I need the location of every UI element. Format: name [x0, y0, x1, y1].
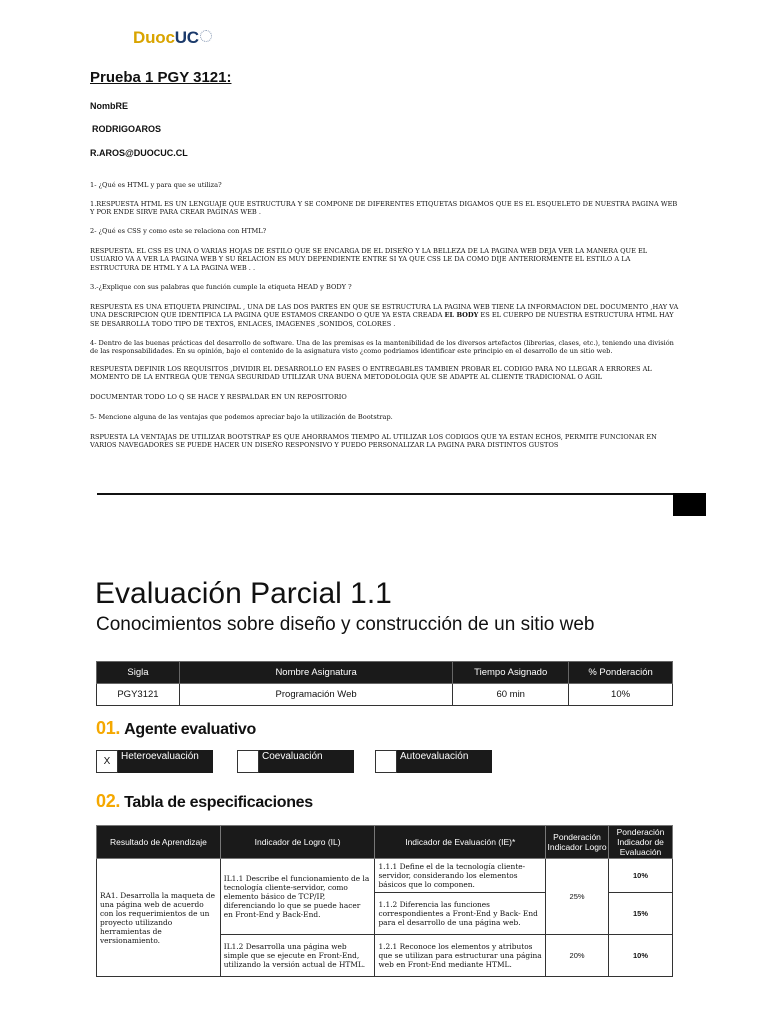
- header-asignatura: Nombre Asignatura: [179, 662, 452, 684]
- pond-ie121-cell: 10%: [609, 935, 673, 977]
- value-asignatura: Programación Web: [179, 684, 452, 706]
- student-email: R.AROS@DUOCUC.CL: [90, 148, 188, 158]
- course-info-table: [96, 661, 673, 706]
- logo-emblem-icon: [200, 30, 212, 42]
- header-ponderacion-evaluacion: Ponderación Indicador de Evaluación: [609, 826, 673, 859]
- question-4: 4- Dentro de las buenas prácticas del desarrollo de software. Una de las premisas es la mantenibilidad de los diversos artefactos (librerias, clases, etc.), teniendo una división de las responsabilidades. En su opinión, bajo el contenido de la asignatura visto ¿como podriamos identificar este principio en el desarrollo de un sitio web.: [90, 339, 674, 356]
- header-sigla: Sigla: [97, 662, 180, 684]
- agent-label: Autoevaluación: [397, 750, 492, 773]
- agent-checkbox[interactable]: X: [96, 750, 118, 773]
- question-5: 5- Mencione alguna de las ventajas que podemos apreciar bajo la utilización de Bootstrap.: [90, 413, 393, 421]
- header-ponderacion-logro: Ponderación Indicador Logro: [546, 826, 609, 859]
- evaluation-subtitle: Conocimientos sobre diseño y construcción de un sitio web: [96, 614, 595, 635]
- answer-4-extra: DOCUMENTAR TODO LO Q SE HACE Y RESPALDAR EN UN REPOSITORIO: [90, 393, 347, 401]
- specification-table: [96, 825, 673, 977]
- evaluation-title: Evaluación Parcial 1.1: [95, 577, 392, 610]
- value-ponderacion: 10%: [569, 684, 673, 706]
- ie112-cell: 1.1.2 Diferencia las funciones correspondientes a Front-End y Back- End para el desarrollo de una página web.: [375, 893, 546, 935]
- header-resultado: Resultado de Aprendizaje: [97, 826, 221, 859]
- value-sigla: PGY3121: [97, 684, 180, 706]
- ra1-cell: RA1. Desarrolla la maqueta de una página web de acuerdo con los requerimientos de un proyecto utilizando herramientas de versionamiento.: [97, 859, 221, 977]
- value-tiempo: 60 min: [453, 684, 569, 706]
- question-3: 3.-¿Explique con sus palabras que función cumple la etiqueta HEAD y BODY ?: [90, 283, 352, 291]
- answer-3: RESPUESTA ES UNA ETIQUETA PRINCIPAL , UNA DE LAS DOS PARTES EN QUE SE ESTRUCTURA LA PAGINA WEB TIENE LA INFORMACION DEL DOCUMENTO ,HAY VA UNA DESCRIPCION QUE IDENTIFICA LA PAGINA QUE ESTAMOS CREANDO O QUE YA ESTA CREADA EL BODY ES EL CUERPO DE NUESTRA ESTRUCTURA HTML HAY SE DESARROLLA TODO TIPO DE TEXTOS, ENLACES, IMAGENES ,SONIDOS, COLORES .: [90, 303, 679, 328]
- student-name: RODRIGOAROS: [92, 124, 162, 134]
- section-tabla-especificaciones: 02. Tabla de especificaciones: [96, 791, 313, 811]
- agent-autoevaluacion[interactable]: [375, 750, 492, 773]
- agent-label: Coevaluación: [259, 750, 354, 773]
- ie121-cell: 1.2.1 Reconoce los elementos y atributos que se utilizan para estructurar una página web en Front-End mediante HTML.: [375, 935, 546, 977]
- agent-heteroevaluacion[interactable]: [96, 750, 213, 773]
- answer-1: 1.RESPUESTA HTML ES UN LENGUAJE QUE ESTRUCTURA Y SE COMPONE DE DIFERENTES ETIQUETAS DIGAMOS QUE ES EL ESQUELETO DE NUESTRA PAGINA WEB Y POR ENDE SIRVE PARA CREAR PAGINAS WEB .: [90, 200, 678, 217]
- duocuc-logo: DuocUC: [133, 28, 212, 48]
- black-block: [673, 493, 706, 516]
- body-keyword: EL BODY: [444, 311, 479, 320]
- il11-cell: IL1.1 Describe el funcionamiento de la tecnología cliente-servidor, como elemento básico de TCP/IP, diferenciando lo que se puede hacer en Front-End y Back-End.: [220, 859, 375, 935]
- header-indicador-evaluacion: Indicador de Evaluación (IE)*: [375, 826, 546, 859]
- pond-il11-cell: 25%: [546, 859, 609, 935]
- ie111-cell: 1.1.1 Define el de la tecnología cliente-servidor, considerando los elementos básicos que lo componen.: [375, 859, 546, 893]
- agent-checkbox[interactable]: [375, 750, 397, 773]
- il12-cell: IL1.2 Desarrolla una página web simple que se ejecute en Front-End, utilizando la versión actual de HTML.: [220, 935, 375, 977]
- answer-5: RSPUESTA LA VENTAJAS DE UTILIZAR BOOTSTRAP ES QUE AHORRAMOS TIEMPO AL UTILIZAR LOS CODIGOS QUE YA ESTAN ECHOS, PERMITE FUNCIONAR EN VARIOS NAVEGADORES SE PUEDE HACER UN DISEÑO RESPONSIVO Y PUEDO PERSONALIZAR LA PAGINA PARA DISTINTOS GUSTOS: [90, 433, 657, 450]
- agent-checkbox[interactable]: [237, 750, 259, 773]
- pond-ie112-cell: 15%: [609, 893, 673, 935]
- answer-2: RESPUESTA. EL CSS ES UNA O VARIAS HOJAS DE ESTILO QUE SE ENCARGA DE EL DISEÑO Y LA BELLEZA DE LA PAGINA WEB DEJA VER LA MANERA QUE EL USUARIO VA A VER LA PAGINA WEB Y SU RELACION ES MUY DEPENDIENTE ENTRE SI YA QUE CSS LE DA COMO DIJE ANTERIORMENTE EL ESTILO A LA ESTRUCTURA DE HTML Y A LA PAGINA WEB . .: [90, 247, 648, 272]
- question-2: 2- ¿Qué es CSS y como este se relaciona con HTML?: [90, 227, 267, 235]
- test-title: Prueba 1 PGY 3121:: [90, 69, 232, 86]
- name-label: NombRE: [90, 101, 128, 111]
- agent-label: Heteroevaluación: [118, 750, 213, 773]
- answer-4: RESPUESTA DEFINIR LOS REQUISITOS ,DIVIDIR EL DESARROLLO EN FASES O ENTREGABLES TAMBIEN PROBAR EL CODIGO PARA NO LLEGAR A ERRORES AL MOMENTO DE LA ENTREGA QUE TENGA SEGURIDAD UTILIZAR UNA BUENA METODOLOGIA QUE SE ADAPTE AL CLIENTE TRADICIONAL O AGIL: [90, 365, 652, 382]
- pond-il12-cell: 20%: [546, 935, 609, 977]
- section-agente-evaluativo: 01. Agente evaluativo: [96, 718, 256, 738]
- header-tiempo: Tiempo Asignado: [453, 662, 569, 684]
- question-1: 1- ¿Qué es HTML y para que se utiliza?: [90, 181, 222, 189]
- pond-ie111-cell: 10%: [609, 859, 673, 893]
- agent-coevaluacion[interactable]: [237, 750, 354, 773]
- divider-line: [97, 493, 673, 495]
- header-indicador-logro: Indicador de Logro (IL): [220, 826, 375, 859]
- header-ponderacion: % Ponderación: [569, 662, 673, 684]
